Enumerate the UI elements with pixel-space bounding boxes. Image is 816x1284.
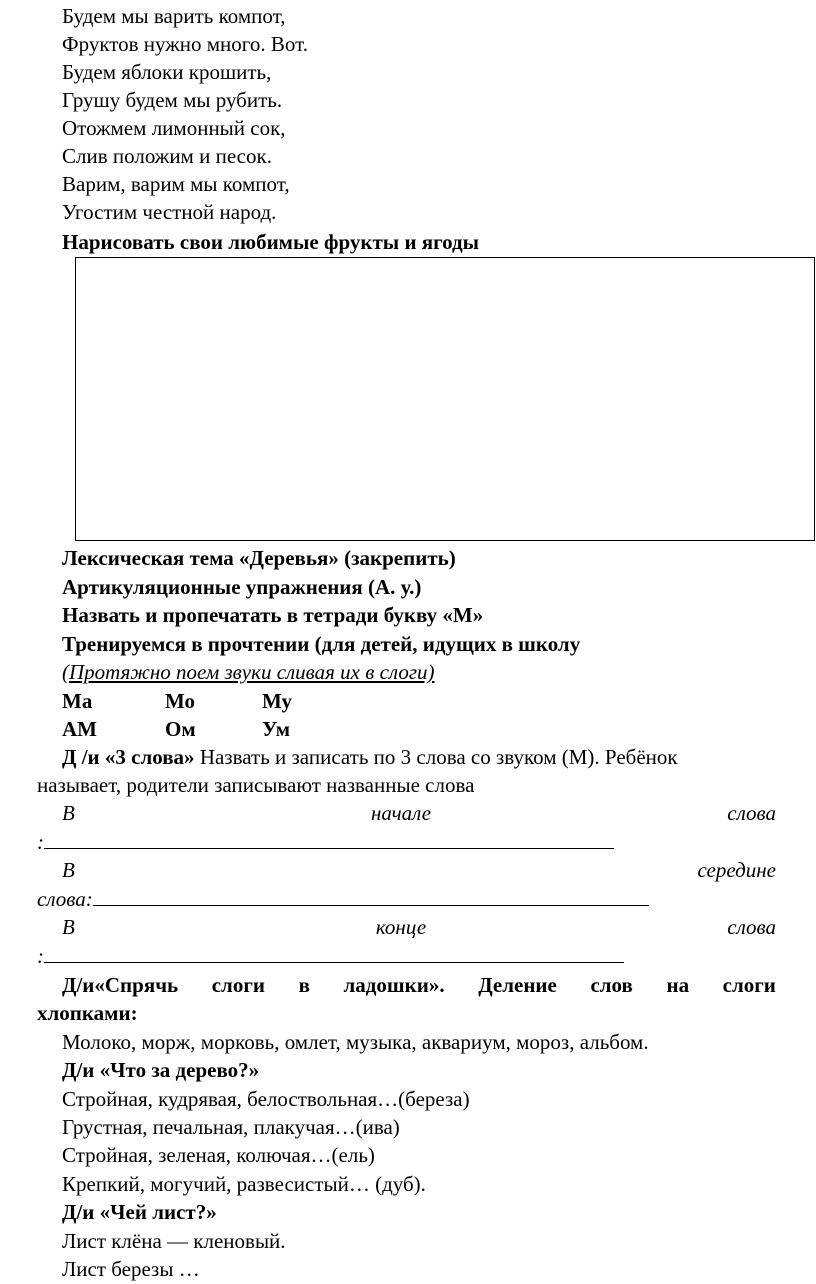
poem-line-6: Слив положим и песок. — [62, 144, 272, 168]
middle-of-word-label: В середине — [62, 858, 776, 882]
syllable: Ом — [165, 717, 196, 741]
syllable: АМ — [62, 717, 97, 741]
poem-line-2: Фруктов нужно много. Вот. — [62, 32, 308, 56]
answer-line[interactable] — [44, 944, 624, 963]
answer-line[interactable] — [93, 887, 649, 906]
what-tree-heading: Д/и «Что за дерево?» — [62, 1058, 260, 1082]
syllable: Му — [262, 689, 293, 713]
answer-line[interactable] — [44, 830, 614, 849]
reading-task-heading: Тренируемся в прочтении (для детей, идущих в школу — [62, 632, 581, 656]
start-of-word-field[interactable]: : — [37, 830, 614, 854]
three-words-text-2: называет, родители записывают названные слова — [37, 773, 475, 797]
three-words-line — [62, 745, 678, 769]
syllable: Ум — [262, 717, 290, 741]
topic-heading: Лексическая тема «Деревья» (закрепить) — [62, 546, 456, 570]
riddle-line: Стройная, кудрявая, белоствольная…(береза) — [62, 1087, 470, 1111]
riddle-line: Стройная, зеленая, колючая…(ель) — [62, 1143, 375, 1167]
leaf-line: Лист березы … — [62, 1257, 200, 1281]
leaf-line: Лист клёна — кленовый. — [62, 1229, 286, 1253]
riddle-line: Грустная, печальная, плакучая…(ива) — [62, 1115, 400, 1139]
poem-line-7: Варим, варим мы компот, — [62, 172, 290, 196]
articulation-heading: Артикуляционные упражнения (А. у.) — [62, 575, 422, 599]
poem-line-4: Грушу будем мы рубить. — [62, 88, 283, 112]
hide-syllables-heading-2: хлопками: — [37, 1001, 138, 1025]
syllable: Мо — [165, 689, 196, 713]
poem-line-8: Угостим честной народ. — [62, 200, 277, 224]
three-words-text: Назвать и записать по 3 слова со звуком (М). Ребёнок — [194, 745, 678, 769]
word-list: Молоко, морж, морковь, омлет, музыка, аквариум, мороз, альбом. — [62, 1030, 649, 1054]
end-of-word-field[interactable]: : — [37, 944, 624, 968]
hide-syllables-heading: Д/и«Спрячь слоги в ладошки». Деление слов на слоги — [62, 973, 776, 997]
whose-leaf-heading: Д/и «Чей лист?» — [62, 1200, 217, 1224]
poem-line-3: Будем яблоки крошить, — [62, 60, 272, 84]
drawing-task-heading: Нарисовать свои любимые фрукты и ягоды — [62, 230, 480, 254]
drawing-box[interactable] — [75, 257, 815, 541]
middle-of-word-field[interactable]: слова: — [37, 887, 649, 911]
three-words-title: Д /и «3 слова» — [62, 745, 195, 769]
syllable: Ма — [62, 689, 93, 713]
end-of-word-label: В конце слова — [62, 915, 776, 939]
riddle-line: Крепкий, могучий, развесистый… (дуб). — [62, 1172, 426, 1196]
start-of-word-label: В начале слова — [62, 801, 776, 825]
reading-hint: (Протяжно поем звуки сливая их в слоги) — [62, 660, 435, 684]
poem-line-5: Отожмем лимонный сок, — [62, 116, 286, 140]
letter-task-heading: Назвать и пропечатать в тетради букву «М» — [62, 603, 484, 627]
poem-line-1: Будем мы варить компот, — [62, 4, 286, 28]
